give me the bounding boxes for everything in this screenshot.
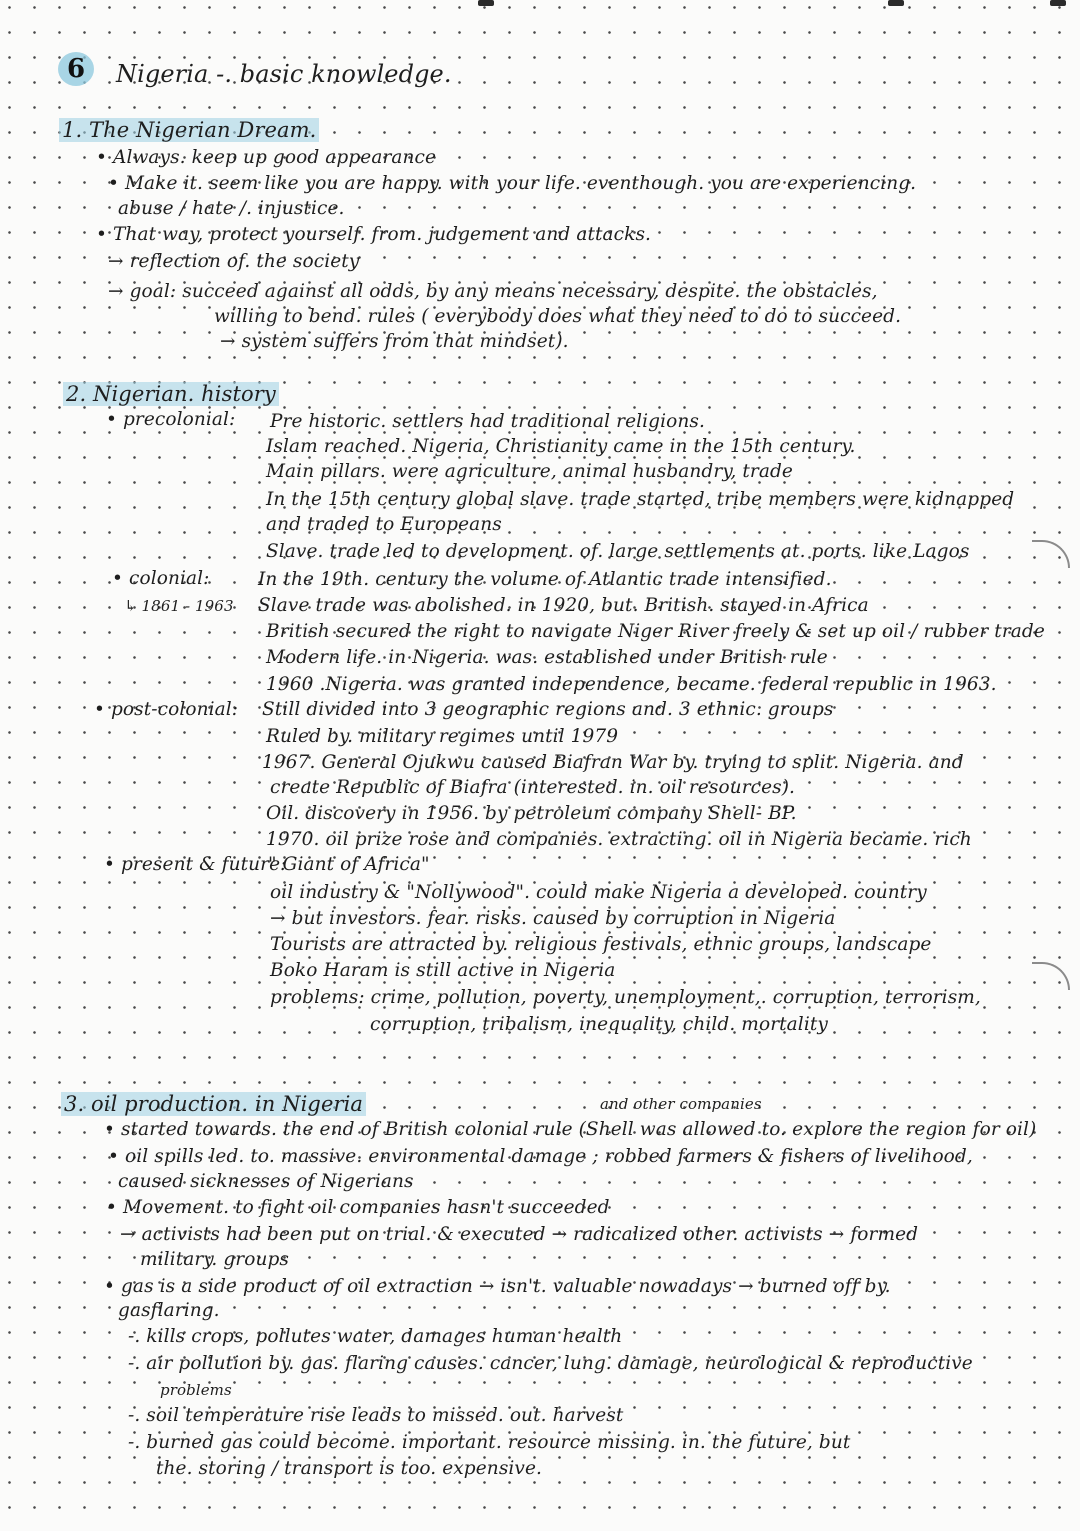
section-heading: 1. The Nigerian Dream. <box>62 118 316 142</box>
note-line: Islam reached. Nigeria, Christianity came in the 15th century. <box>266 436 856 457</box>
note-line: → activists had been put on trial. & executed → radicalized other. activists → formed <box>120 1224 919 1245</box>
note-line: Tourists are attracted by. religious festivals, ethnic groups, landscape <box>270 934 932 955</box>
note-line: • started towards. the end of British colonial rule (Shell was allowed to. explore the region for oil) <box>104 1119 1037 1140</box>
note-line: " Giant of Africa" <box>268 854 430 875</box>
corner-mark-mid <box>888 0 904 6</box>
era-dates: ↳ 1861 - 1963 <box>124 597 234 615</box>
note-line: Main pillars. were agriculture, animal husbandry, trade <box>266 461 793 482</box>
note-line: In the 15th century global slave. trade started, tribe members were kidnapped <box>266 489 1015 510</box>
corner-mark-left <box>478 0 494 6</box>
note-line: 1960 .Nigeria. was granted independence, became. federal republic in 1963. <box>266 674 997 695</box>
note-line: • gas is a side product of oil extraction → isn't. valuable nowadays → burned off by. <box>104 1276 891 1297</box>
note-line: Boko Haram is still active in Nigeria <box>270 960 616 981</box>
page-title: Nigeria -. basic knowledge. <box>116 60 452 88</box>
note-line: create Republic of Biafra (interested. in. oil resources). <box>270 777 796 798</box>
margin-note: and other companies <box>600 1095 762 1113</box>
note-line: problems: crime, pollution, poverty, unemployment,. corruption, terrorism, <box>270 987 981 1008</box>
note-line: Oil. discovery in 1956. by petroleum company Shell- BP. <box>266 803 797 824</box>
note-line: caused sicknesses of Nigerians <box>118 1171 414 1192</box>
note-line: → but investors. fear. risks. caused by corruption in Nigeria <box>270 908 836 929</box>
note-line: → reflection of. the society <box>108 251 360 272</box>
note-line: • That way, protect yourself. from. judgement and attacks. <box>96 224 652 245</box>
note-line: • Always. keep up good appearance <box>96 147 437 168</box>
note-line: Pre historic. settlers had traditional religions. <box>270 411 705 432</box>
note-line: military. groups <box>140 1249 290 1270</box>
note-line: British secured the right to navigate Niger River freely & set up oil / rubber trade <box>266 621 1045 642</box>
note-line: Slave trade was abolished. in 1920, but. British. stayed in Africa <box>258 595 869 616</box>
note-line: → goal: succeed against all odds, by any means necessary, despite. the obstacles, <box>108 281 878 302</box>
note-line: -. kills crops, pollutes water, damages human health <box>128 1326 623 1347</box>
corner-mark-right <box>1050 0 1066 6</box>
page-curl-mark <box>1032 540 1070 568</box>
note-line: In the 19th. century the volume of Atlantic trade intensified. <box>258 569 832 590</box>
note-line: • Make it. seem like you are happy. with your life. eventhough. you are experiencing. <box>108 173 917 194</box>
page-number-badge: 6 <box>58 52 94 86</box>
note-line: -. burned gas could become. important. resource missing. in. the future, but <box>128 1432 851 1453</box>
note-line: • Movement. to fight oil companies hasn't succeeded <box>106 1197 610 1218</box>
note-line: → system suffers from that mindset). <box>220 331 569 352</box>
note-line: Modern life. in Nigeria. was. established under British rule <box>266 647 828 668</box>
note-line: willing to bend. rules ( everybody does what they need to do to succeed. <box>214 306 902 327</box>
note-line: -. air pollution by. gas. flaring causes. cancer, lung. damage, neurological & reproductive <box>128 1353 973 1374</box>
note-line: 1970. oil prize rose and companies. extracting. oil in Nigeria became. rich <box>266 829 972 850</box>
note-line: problems <box>160 1381 232 1399</box>
note-line: oil industry & "Nollywood". could make Nigeria a developed. country <box>270 882 927 903</box>
section-heading: 3. oil production. in Nigeria <box>64 1092 363 1116</box>
note-line: 1967. General Ojukwu caused Biafran War by. trying to split. Nigeria. and <box>262 752 964 773</box>
note-line: the. storing / transport is too. expensive. <box>156 1458 543 1479</box>
note-line: gasflaring. <box>118 1300 220 1321</box>
era-label: • colonial: <box>112 568 210 589</box>
note-line: corruption, tribalism, inequality, child. mortality <box>370 1014 828 1035</box>
note-line: • oil spills led. to. massive. environmental damage ; robbed farmers & fishers of livelihood, <box>108 1146 973 1167</box>
note-line: -. soil temperature rise leads to missed. out. harvest <box>128 1405 624 1426</box>
note-line: Ruled by. military regimes until 1979 <box>266 726 619 747</box>
era-label: • post-colonial: <box>94 699 239 720</box>
note-line: Slave. trade led to development. of. large settlements at. ports. like Lagos <box>266 541 970 562</box>
era-label: • precolonial: <box>106 409 236 430</box>
note-line: and traded to Europeans <box>266 514 502 535</box>
note-line: abuse / hate /. injustice. <box>118 198 345 219</box>
page-curl-mark <box>1032 962 1070 990</box>
era-label: • present & future: <box>104 854 287 875</box>
note-line: Still divided into 3 geographic regions and. 3 ethnic. groups <box>262 699 834 720</box>
section-heading: 2. Nigerian. history <box>66 382 276 406</box>
